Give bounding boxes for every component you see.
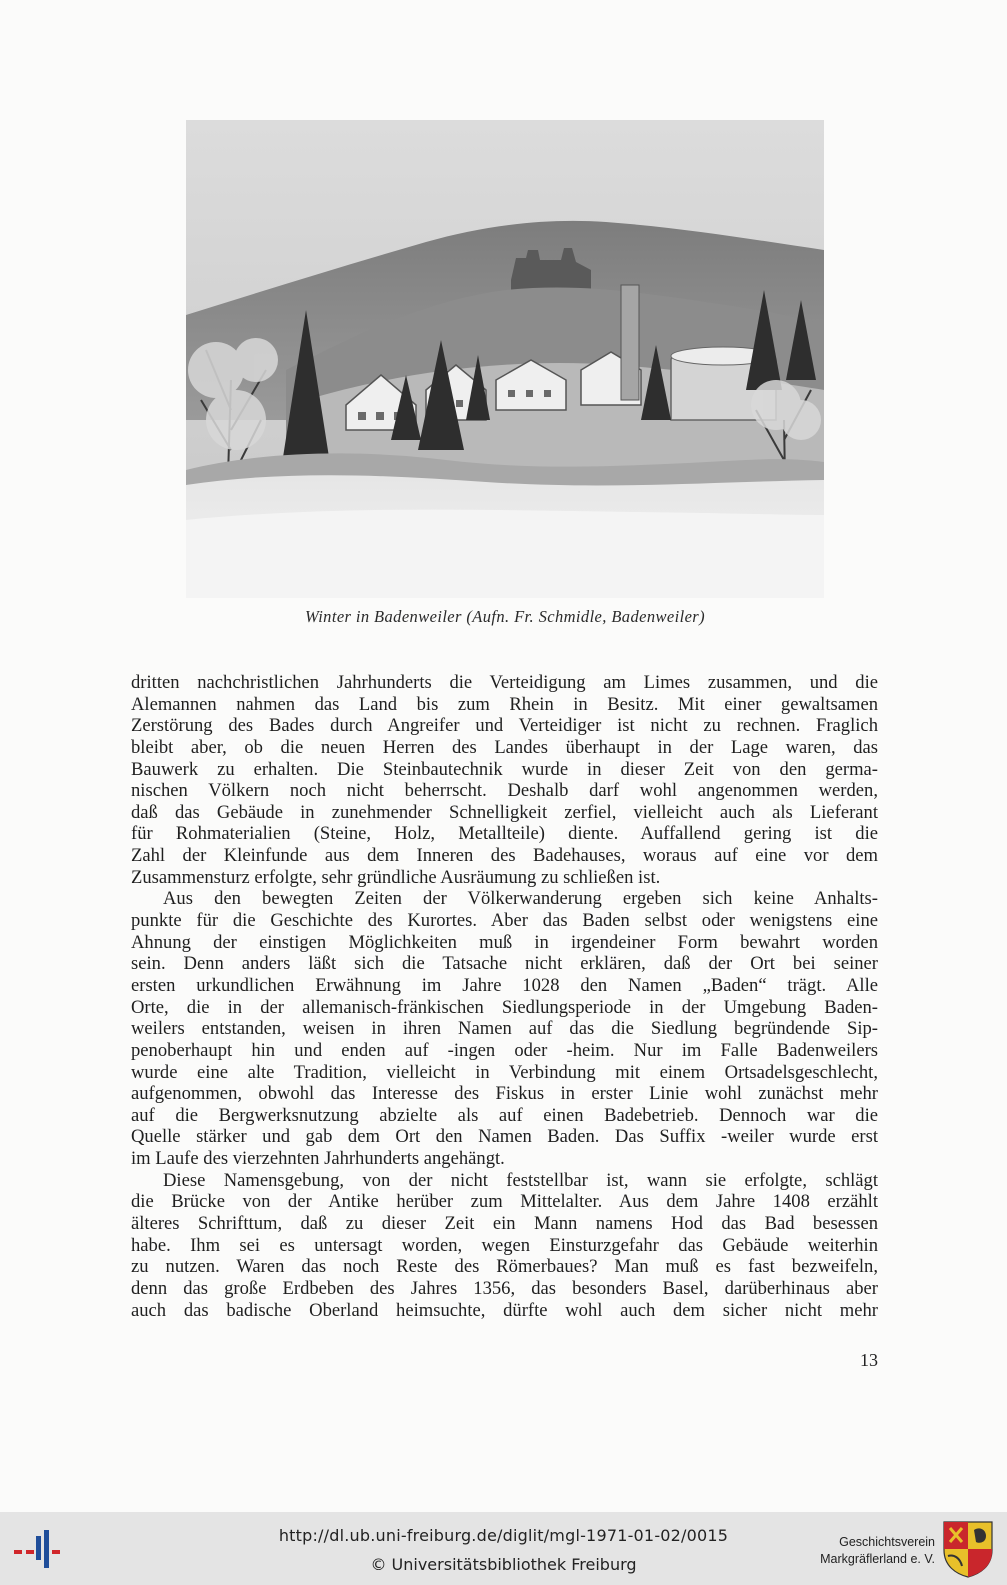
text-line: nischen Völkern noch nicht beherrscht. Deshalb darf wohl angenommen werden, [131,780,878,802]
text-line: Aus den bewegten Zeiten der Völkerwanderung ergeben sich keine Anhalts- [163,888,878,910]
society-line-1: Geschichtsverein [839,1535,935,1549]
text-line: aufgenommen, obwohl das Interesse des Fiskus in erster Linie wohl zunächst mehr [131,1083,878,1105]
text-line: Orte, die in der allemanisch-fränkischen Siedlungsperiode in der Umgebung Baden- [131,996,878,1018]
text-line: punkte für die Geschichte des Kurortes. Aber das Baden selbst oder wenigstens eine [131,910,878,932]
body-text [131,672,878,1321]
text-line: daß das Gebäude in zunehmender Schnelligkeit zerfiel, vielleicht auch als Lieferant [131,801,878,823]
text-line: penoberhaupt hin und enden auf -ingen oder -heim. Nur im Falle Badenweilers [131,1039,878,1061]
text-line: zu nutzen. Waren das noch Reste des Römerbaues? Man muß es fast bezweifeln, [131,1256,878,1278]
text-line: ersten urkundlichen Erwähnung im Jahre 1028 den Namen „Baden“ trägt. Alle [131,974,878,996]
photo-caption: Winter in Badenweiler (Aufn. Fr. Schmidle, Badenweiler) [304,607,706,626]
text-line: wurde eine alte Tradition, vielleicht in Verbindung mit einem Ortsadelsgeschlecht, [131,1061,878,1083]
society-line-2: Markgräflerland e. V. [820,1552,935,1566]
text-line: auf die Bergwerksnutzung abzielte als auf einen Badebetrieb. Dennoch war die [131,1104,878,1126]
society-crest-icon [942,1520,994,1578]
text-line: Ahnung der einstigen Möglichkeiten muß in irgendeiner Form bewahrt worden [131,931,878,953]
document-url-link[interactable]: http://dl.ub.uni-freiburg.de/diglit/mgl-1971-01-02/0015 [278,1526,729,1545]
photo-illustration [186,120,824,598]
footer-bar [0,1512,1007,1585]
text-line: habe. Ihm sei es untersagt worden, wegen Einsturzgefahr das Gebäude weiterhin [131,1234,878,1256]
text-line: älteres Schrifttum, daß zu dieser Zeit ein Mann namens Hod das Bad besessen [131,1213,878,1235]
text-line: im Laufe des vierzehnten Jahrhunderts angehängt. [131,1148,505,1170]
winter-landscape-photo [186,120,824,598]
text-line: Zusammensturz erfolgte, sehr gründliche Ausräumung zu schließen ist. [131,866,661,888]
text-line: Bauwerk zu erhalten. Die Steinbautechnik wurde in dieser Zeit von den germa- [131,758,878,780]
copyright-text: © Universitätsbibliothek Freiburg [370,1555,637,1574]
text-line: Diese Namensgebung, von der nicht feststellbar ist, wann sie erfolgte, schlägt [163,1169,878,1191]
text-line: Zerstörung des Bades durch Angreifer und Verteidiger ist nicht zu rechnen. Fraglich [131,715,878,737]
text-line: für Rohmaterialien (Steine, Holz, Metallteile) diente. Auffallend gering ist die [131,823,878,845]
society-name [810,1534,935,1568]
text-line: denn das große Erdbeben des Jahres 1356, das besonders Basel, darüberhinaus aber [131,1277,878,1299]
text-line: bleibt aber, ob die neuen Herren des Landes überhaupt in der Lage waren, das [131,736,878,758]
text-line: Quelle stärker und gab dem Ort den Namen Baden. Das Suffix -weiler wurde erst [131,1126,878,1148]
text-line: Zahl der Kleinfunde aus dem Inneren des Badehauses, woraus auf eine vor dem [131,845,878,867]
text-line: auch das badische Oberland heimsuchte, dürfte wohl auch dem sicher nicht mehr [131,1299,878,1321]
text-line: weilers entstanden, weisen in ihren Namen auf das die Siedlung begründende Sip- [131,1018,878,1040]
text-line: die Brücke von der Antike herüber zum Mittelalter. Aus dem Jahre 1408 erzählt [131,1191,878,1213]
text-line: sein. Denn anders läßt sich die Tatsache nicht erklären, daß der Ort bei seiner [131,953,878,975]
page-number: 13 [860,1350,878,1370]
text-line: Alemannen nahmen das Land bis zum Rhein in Besitz. Mit einer gewaltsamen [131,693,878,715]
text-line: dritten nachchristlichen Jahrhunderts die Verteidigung am Limes zusammen, und die [131,672,878,693]
